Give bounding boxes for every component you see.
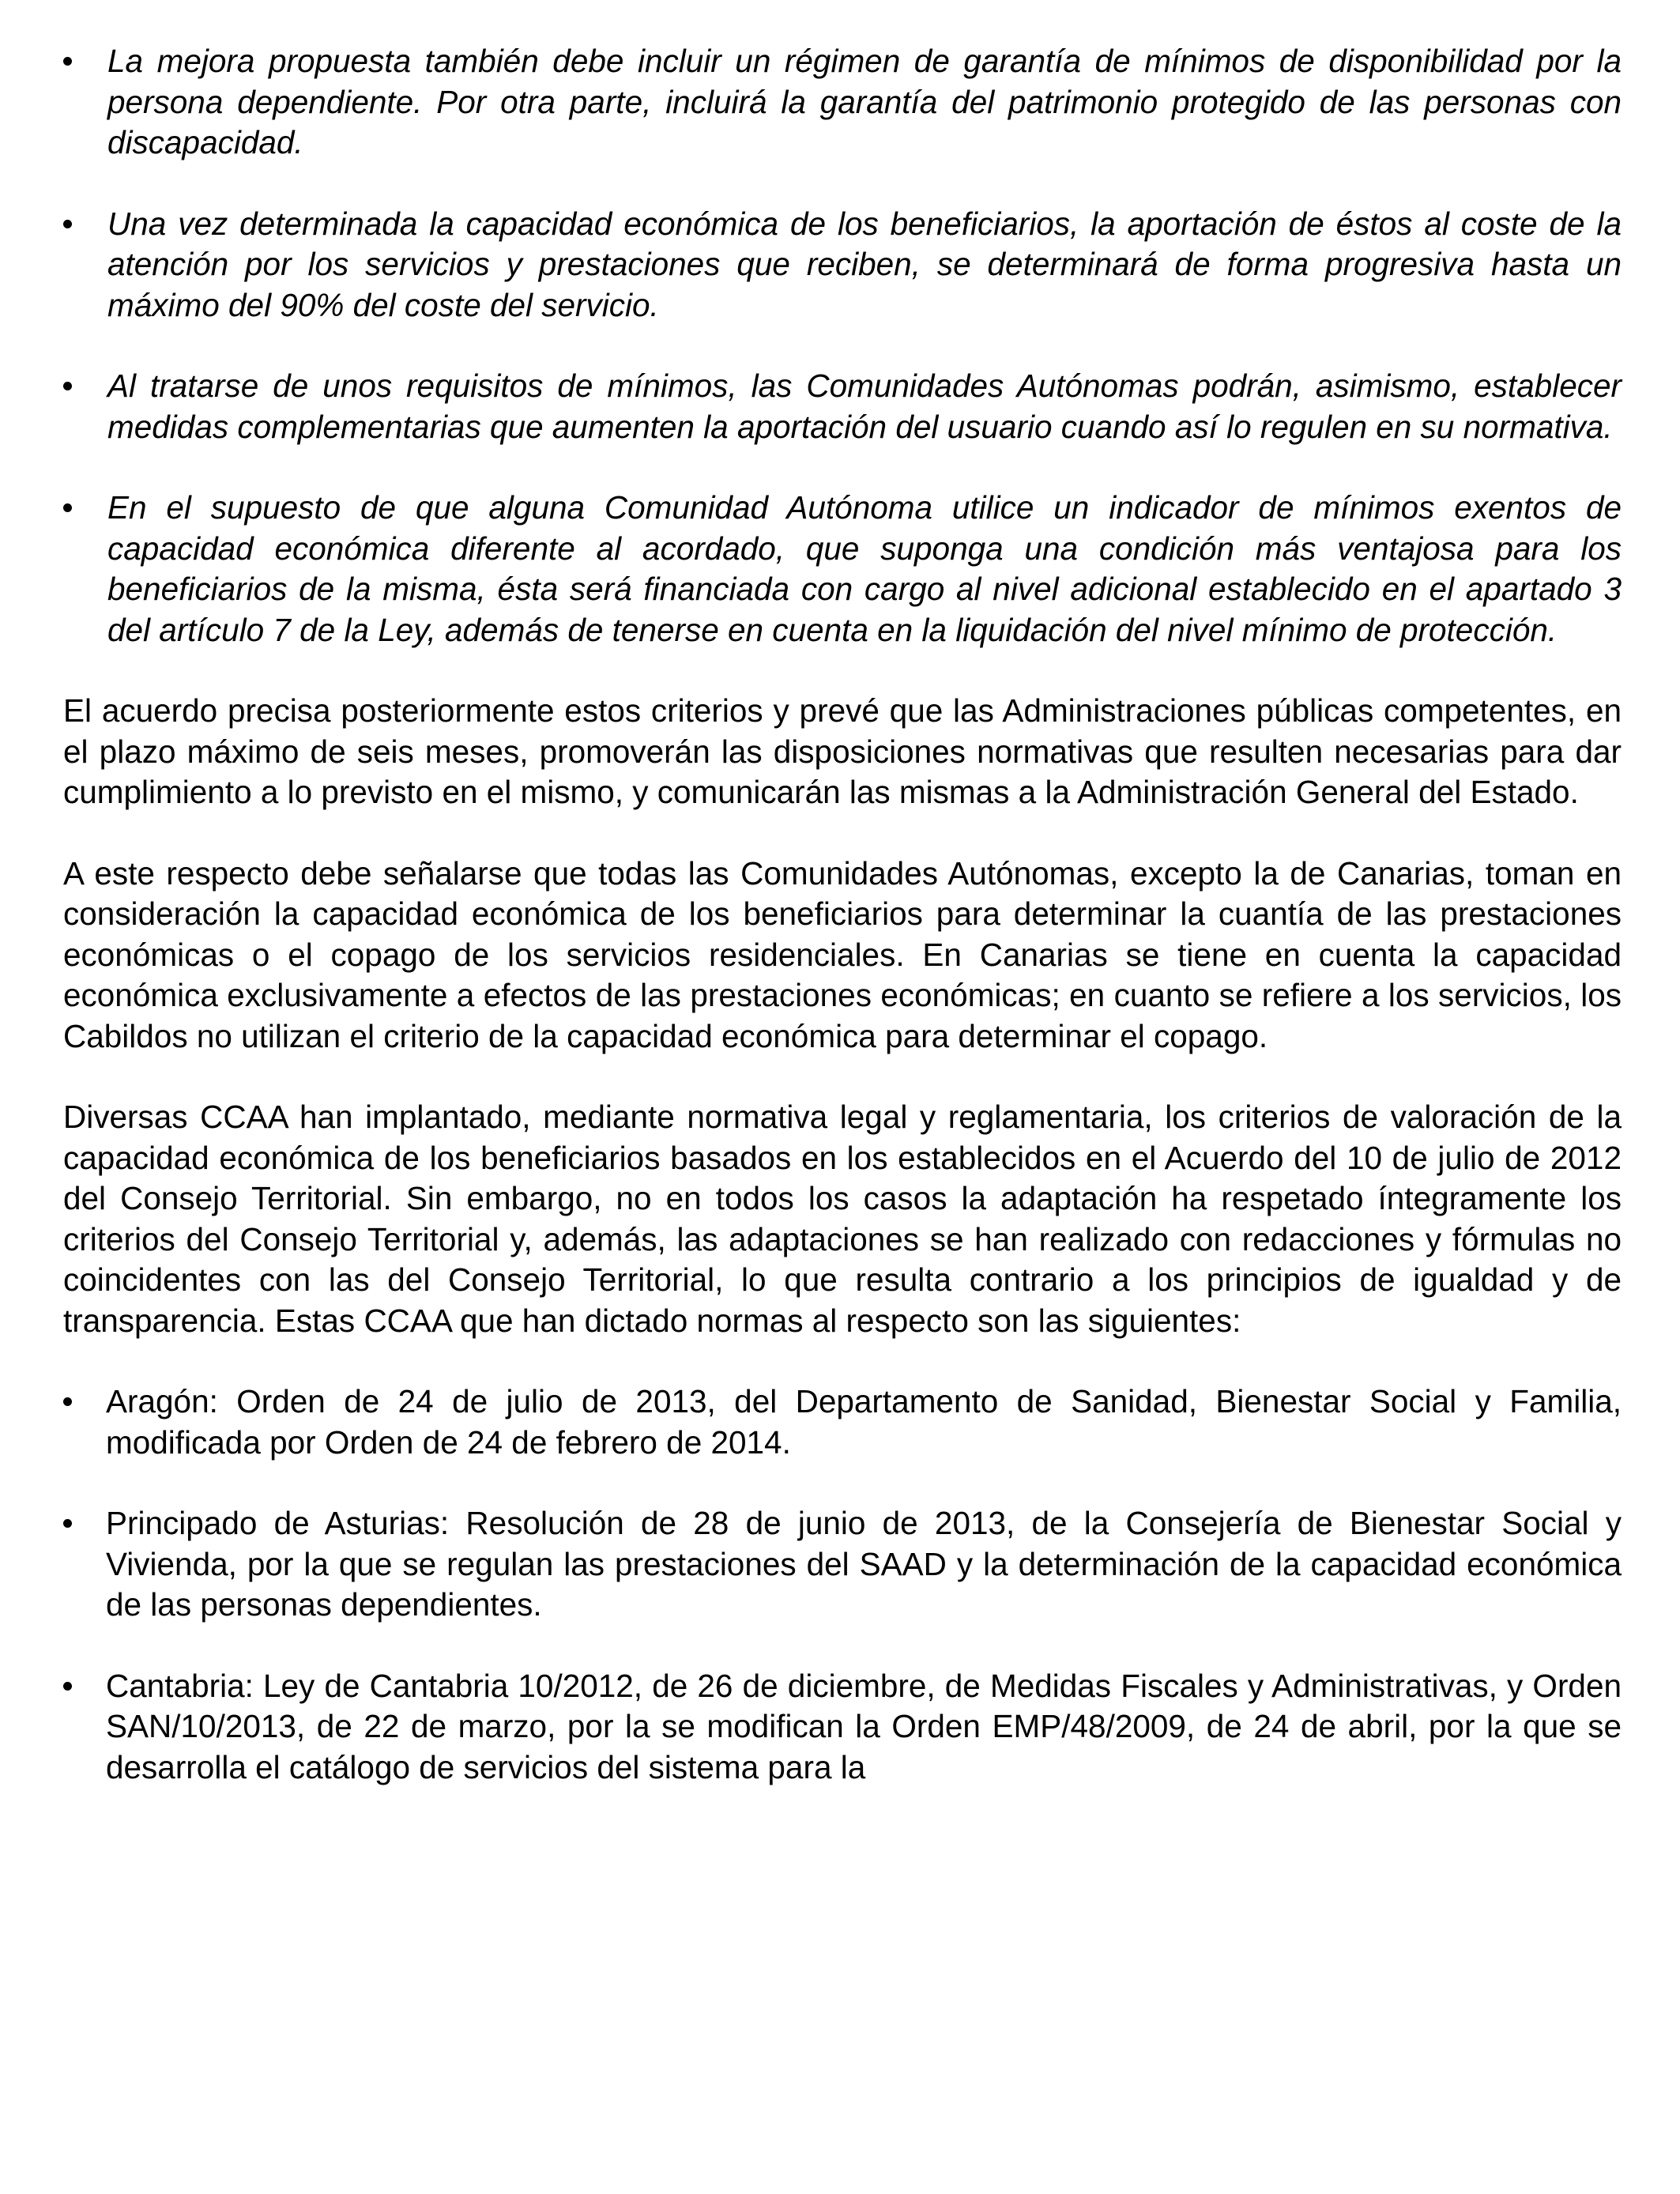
bullet-text: En el supuesto de que alguna Comunidad Autónoma utilice un indicador de mínimos exentos de capacidad económica diferente al acordado, que suponga una condición más ventajosa para los beneficiarios de la misma, ésta será financiada con cargo al nivel adicional establecido en el apartado 3 del artículo 7 de la Ley, además de tenerse en cuenta en la liquidación del nivel mínimo de protección. bbox=[107, 489, 1622, 648]
paragraph-ccaa: Diversas CCAA han implantado, mediante normativa legal y reglamentaria, los criterios de valoración de la capacidad económica de los beneficiarios basados en los establecidos en el Acuerdo del 10 de julio de 2012 del Consejo Territorial. Sin embargo, no en todos los casos la adaptación ha respetado íntegramente los criterios del Consejo Territorial y, además, las adaptaciones se han realizado con redacciones y fórmulas no coincidentes con las del Consejo Territorial, lo que resulta contrario a los principios de igualdad y de transparencia. Estas CCAA que han dictado normas al respecto son las siguientes: bbox=[63, 1099, 1622, 1339]
list-item bbox=[63, 1382, 1622, 1463]
bullet-text: Una vez determinada la capacidad económica de los beneficiarios, la aportación de éstos al coste de la atención por los servicios y prestaciones que reciben, se determinará de forma progresiva hasta un máximo del 90% del coste del servicio. bbox=[107, 205, 1622, 323]
document-page bbox=[63, 41, 1622, 1828]
bullet-text: Principado de Asturias: Resolución de 28 de junio de 2013, de la Consejería de Bienestar Social y Vivienda, por la que se regulan las prestaciones del SAAD y la determinación de la capacidad económica de las personas dependientes. bbox=[106, 1505, 1622, 1623]
region-bullet-list bbox=[63, 1382, 1622, 1788]
list-item bbox=[63, 1666, 1622, 1789]
bullet-text: La mejora propuesta también debe incluir un régimen de garantía de mínimos de disponibilidad por la persona dependiente. Por otra parte, incluirá la garantía del patrimonio protegido de las personas con discapacidad. bbox=[107, 43, 1622, 160]
list-item bbox=[85, 204, 1622, 326]
list-item bbox=[85, 366, 1622, 447]
bullet-text: Al tratarse de unos requisitos de mínimos, las Comunidades Autónomas podrán, asimismo, establecer medidas complementarias que aumenten la aportación del usuario cuando así lo regulen en su normativa. bbox=[107, 368, 1622, 445]
italic-bullet-list bbox=[85, 41, 1622, 650]
list-item bbox=[85, 488, 1622, 650]
bullet-text: Cantabria: Ley de Cantabria 10/2012, de 26 de diciembre, de Medidas Fiscales y Administrativas, y Orden SAN/10/2013, de 22 de marzo, por la se modifican la Orden EMP/48/2009, de 24 de abril, por la que se desarrolla el catálogo de servicios del sistema para la bbox=[106, 1667, 1622, 1785]
paragraph-canarias: A este respecto debe señalarse que todas las Comunidades Autónomas, excepto la de Canarias, toman en consideración la capacidad económica de los beneficiarios para determinar la cuantía de las prestaciones económicas o el copago de los servicios residenciales. En Canarias se tiene en cuenta la capacidad económica exclusivamente a efectos de las prestaciones económicas; en cuanto se refiere a los servicios, los Cabildos no utilizan el criterio de la capacidad económica para determinar el copago. bbox=[63, 854, 1622, 1054]
paragraph-acuerdo: El acuerdo precisa posteriormente estos criterios y prevé que las Administraciones públicas competentes, en el plazo máximo de seis meses, promoverán las disposiciones normativas que resulten necesarias para dar cumplimiento a lo previsto en el mismo, y comunicarán las mismas a la Administración General del Estado. bbox=[63, 692, 1622, 810]
bullet-text: Aragón: Orden de 24 de julio de 2013, del Departamento de Sanidad, Bienestar Social y Familia, modificada por Orden de 24 de febrero de 2014. bbox=[106, 1383, 1622, 1461]
list-item bbox=[85, 41, 1622, 164]
list-item bbox=[63, 1503, 1622, 1626]
